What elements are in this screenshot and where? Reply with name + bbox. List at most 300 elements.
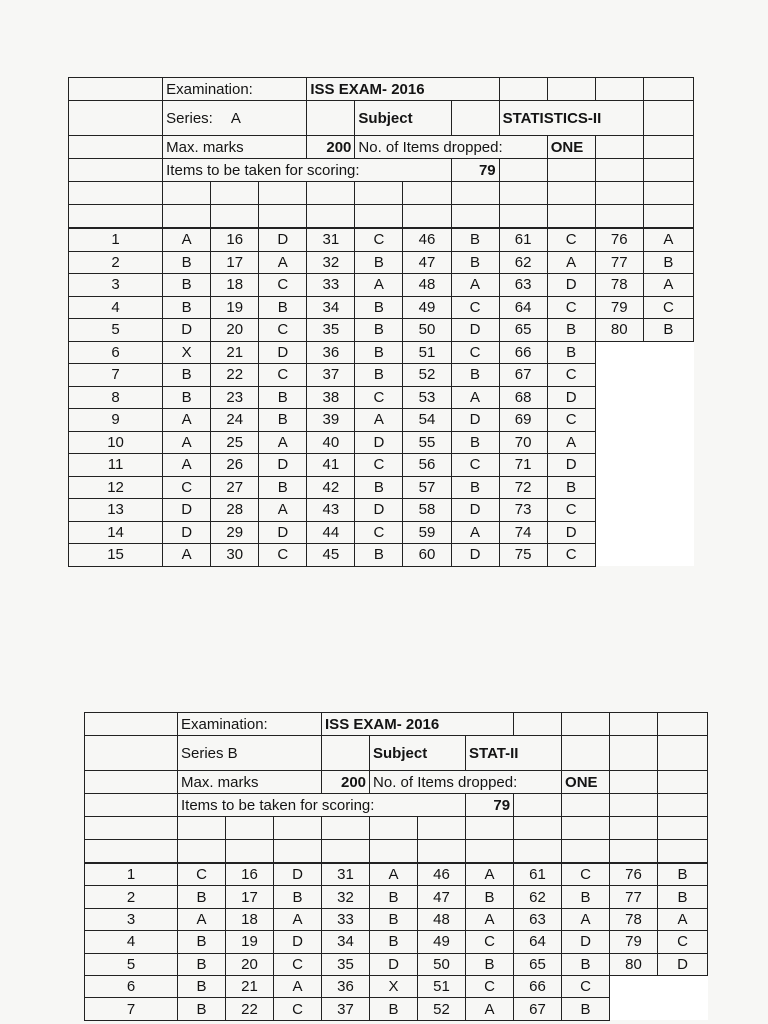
answer-key: D: [259, 521, 307, 544]
answer-key: D: [547, 274, 595, 297]
answer-key: C: [259, 274, 307, 297]
question-number: 75: [499, 544, 547, 567]
items-dropped-label: No. of Items dropped:: [355, 136, 547, 159]
answer-key: A: [466, 998, 514, 1020]
answer-row: [69, 409, 694, 432]
question-number: 36: [307, 341, 355, 364]
answer-key: B: [274, 886, 322, 908]
answer-key: [643, 364, 693, 387]
answer-key: D: [547, 521, 595, 544]
question-number: 8: [69, 386, 163, 409]
question-number: 28: [211, 499, 259, 522]
question-number: 18: [226, 908, 274, 930]
question-number: 5: [69, 319, 163, 342]
question-number: 71: [499, 454, 547, 477]
answer-key: C: [466, 975, 514, 997]
answer-key: C: [355, 386, 403, 409]
question-number: [595, 454, 643, 477]
answer-key: B: [451, 229, 499, 252]
answer-key: A: [451, 521, 499, 544]
answer-key: D: [547, 386, 595, 409]
subject-value: STAT-II: [466, 736, 562, 771]
question-number: 50: [403, 319, 451, 342]
answer-key: B: [259, 476, 307, 499]
question-number: 13: [69, 499, 163, 522]
answer-key-sheet-a: [68, 77, 694, 567]
question-number: [595, 521, 643, 544]
question-number: [595, 544, 643, 567]
question-number: 17: [211, 251, 259, 274]
question-number: 68: [499, 386, 547, 409]
question-number: 19: [226, 931, 274, 953]
question-number: 11: [69, 454, 163, 477]
answer-key: [643, 431, 693, 454]
answer-key: B: [370, 931, 418, 953]
items-scoring-label: Items to be taken for scoring:: [163, 159, 451, 182]
answer-key: A: [163, 409, 211, 432]
answer-key: A: [274, 975, 322, 997]
question-number: 31: [322, 864, 370, 886]
question-number: 52: [403, 364, 451, 387]
question-number: 22: [211, 364, 259, 387]
question-number: 34: [307, 296, 355, 319]
answer-key: B: [259, 386, 307, 409]
question-number: 51: [403, 341, 451, 364]
answer-key: C: [547, 296, 595, 319]
question-number: 53: [403, 386, 451, 409]
question-number: 49: [403, 296, 451, 319]
answer-key: [658, 998, 708, 1020]
question-number: 10: [69, 431, 163, 454]
question-number: 77: [610, 886, 658, 908]
question-number: 20: [211, 319, 259, 342]
question-number: 6: [85, 975, 178, 997]
subject-label: Subject: [355, 101, 451, 136]
answer-key: D: [259, 229, 307, 252]
answer-key: A: [163, 544, 211, 567]
question-number: 46: [403, 229, 451, 252]
answer-key: A: [259, 431, 307, 454]
answer-key: D: [547, 454, 595, 477]
answer-key: C: [259, 364, 307, 387]
question-number: 29: [211, 521, 259, 544]
answer-row: [69, 476, 694, 499]
question-number: 25: [211, 431, 259, 454]
max-marks-label: Max. marks: [163, 136, 307, 159]
question-number: 59: [403, 521, 451, 544]
answer-key: B: [451, 251, 499, 274]
answer-key: B: [178, 975, 226, 997]
question-number: 37: [322, 998, 370, 1020]
answer-key: A: [163, 431, 211, 454]
question-number: 46: [418, 864, 466, 886]
answer-key: D: [163, 319, 211, 342]
answer-key: D: [274, 931, 322, 953]
answer-key: D: [562, 931, 610, 953]
answer-key: C: [163, 476, 211, 499]
question-number: 56: [403, 454, 451, 477]
answer-key: D: [451, 409, 499, 432]
answer-key: B: [562, 886, 610, 908]
question-number: 47: [418, 886, 466, 908]
items-scoring-value: 79: [466, 794, 514, 817]
question-number: 5: [85, 953, 178, 975]
answer-key: A: [178, 908, 226, 930]
answer-key: C: [658, 931, 708, 953]
answer-row: [85, 975, 708, 997]
answer-key: C: [259, 544, 307, 567]
answer-key: A: [163, 229, 211, 252]
answer-key: D: [274, 864, 322, 886]
answer-row: [69, 431, 694, 454]
answer-key: D: [355, 499, 403, 522]
answer-key: A: [355, 409, 403, 432]
question-number: 57: [403, 476, 451, 499]
answer-key: B: [163, 251, 211, 274]
examination-label: Examination:: [178, 713, 322, 736]
question-number: 69: [499, 409, 547, 432]
question-number: 70: [499, 431, 547, 454]
answer-row: [69, 319, 694, 342]
question-number: 2: [85, 886, 178, 908]
answer-key: B: [562, 998, 610, 1020]
question-number: 4: [69, 296, 163, 319]
answer-key: B: [466, 886, 514, 908]
sheet-a-answer-table: [68, 228, 694, 567]
question-number: 14: [69, 521, 163, 544]
answer-key: C: [562, 975, 610, 997]
question-number: 65: [499, 319, 547, 342]
question-number: 15: [69, 544, 163, 567]
answer-key: [643, 544, 693, 567]
examination-value: ISS EXAM- 2016: [307, 78, 499, 101]
question-number: 36: [322, 975, 370, 997]
answer-key: [643, 409, 693, 432]
examination-value: ISS EXAM- 2016: [322, 713, 514, 736]
answer-key: C: [451, 341, 499, 364]
question-number: 58: [403, 499, 451, 522]
answer-key: D: [259, 454, 307, 477]
question-number: 26: [211, 454, 259, 477]
question-number: 65: [514, 953, 562, 975]
question-number: 22: [226, 998, 274, 1020]
answer-key: B: [355, 341, 403, 364]
question-number: 72: [499, 476, 547, 499]
answer-row: [85, 953, 708, 975]
answer-key: B: [178, 886, 226, 908]
question-number: 21: [226, 975, 274, 997]
question-number: 39: [307, 409, 355, 432]
question-number: 19: [211, 296, 259, 319]
items-scoring-label: Items to be taken for scoring:: [178, 794, 466, 817]
question-number: 4: [85, 931, 178, 953]
question-number: 3: [69, 274, 163, 297]
answer-key: C: [643, 296, 693, 319]
answer-key: C: [274, 998, 322, 1020]
answer-key: A: [643, 274, 693, 297]
answer-key: C: [451, 454, 499, 477]
answer-key: [658, 975, 708, 997]
answer-row: [85, 931, 708, 953]
question-number: 49: [418, 931, 466, 953]
question-number: 35: [322, 953, 370, 975]
question-number: 9: [69, 409, 163, 432]
question-number: 74: [499, 521, 547, 544]
answer-key: [643, 476, 693, 499]
question-number: 16: [211, 229, 259, 252]
question-number: 61: [514, 864, 562, 886]
sheet-a-header-table: [68, 77, 694, 228]
series-value: A: [230, 109, 241, 127]
question-number: 76: [610, 864, 658, 886]
items-dropped-label: No. of Items dropped:: [370, 771, 562, 794]
answer-row: [69, 364, 694, 387]
max-marks-value: 200: [307, 136, 355, 159]
answer-key: B: [547, 341, 595, 364]
question-number: 7: [69, 364, 163, 387]
answer-key: B: [178, 998, 226, 1020]
answer-key: C: [259, 319, 307, 342]
series-label: Series B: [178, 736, 322, 771]
question-number: [595, 409, 643, 432]
answer-key: B: [547, 476, 595, 499]
items-dropped-value: ONE: [562, 771, 610, 794]
question-number: 66: [499, 341, 547, 364]
answer-key: C: [466, 931, 514, 953]
answer-key: D: [163, 521, 211, 544]
answer-key: A: [466, 864, 514, 886]
answer-key: B: [658, 886, 708, 908]
answer-key-sheet-b: [84, 712, 708, 1021]
answer-key: A: [451, 386, 499, 409]
question-number: [595, 499, 643, 522]
sheet-b-header-table: [84, 712, 708, 863]
answer-key: A: [355, 274, 403, 297]
question-number: 33: [322, 908, 370, 930]
answer-row: [69, 386, 694, 409]
question-number: 40: [307, 431, 355, 454]
question-number: 6: [69, 341, 163, 364]
answer-row: [69, 454, 694, 477]
question-number: 52: [418, 998, 466, 1020]
question-number: 33: [307, 274, 355, 297]
question-number: 1: [85, 864, 178, 886]
answer-key: [643, 454, 693, 477]
answer-key: A: [259, 499, 307, 522]
answer-key: X: [370, 975, 418, 997]
question-number: 64: [514, 931, 562, 953]
answer-row: [85, 908, 708, 930]
answer-key: B: [547, 319, 595, 342]
question-number: 80: [610, 953, 658, 975]
answer-key: A: [274, 908, 322, 930]
question-number: [595, 431, 643, 454]
answer-key: C: [547, 544, 595, 567]
answer-key: B: [178, 931, 226, 953]
answer-key: C: [547, 409, 595, 432]
question-number: 48: [403, 274, 451, 297]
answer-key: D: [370, 953, 418, 975]
answer-key: A: [562, 908, 610, 930]
question-number: 55: [403, 431, 451, 454]
subject-value: STATISTICS-II: [499, 101, 643, 136]
question-number: 27: [211, 476, 259, 499]
examination-label: Examination:: [163, 78, 307, 101]
answer-row: [85, 998, 708, 1020]
question-number: 61: [499, 229, 547, 252]
question-number: 63: [499, 274, 547, 297]
question-number: [610, 998, 658, 1020]
question-number: 64: [499, 296, 547, 319]
question-number: 76: [595, 229, 643, 252]
answer-key: B: [163, 364, 211, 387]
question-number: [595, 364, 643, 387]
question-number: 50: [418, 953, 466, 975]
answer-key: C: [355, 229, 403, 252]
question-number: 67: [499, 364, 547, 387]
sheet-b-answer-table: [84, 863, 708, 1021]
items-scoring-value: 79: [451, 159, 499, 182]
question-number: 30: [211, 544, 259, 567]
question-number: 24: [211, 409, 259, 432]
answer-key: A: [370, 864, 418, 886]
answer-key: C: [547, 229, 595, 252]
answer-key: B: [259, 296, 307, 319]
answer-key: [643, 386, 693, 409]
question-number: 44: [307, 521, 355, 544]
answer-row: [69, 521, 694, 544]
answer-key: D: [658, 953, 708, 975]
answer-key: D: [163, 499, 211, 522]
question-number: 80: [595, 319, 643, 342]
answer-key: C: [547, 499, 595, 522]
subject-label: Subject: [370, 736, 466, 771]
answer-key: A: [643, 229, 693, 252]
question-number: 42: [307, 476, 355, 499]
answer-key: A: [259, 251, 307, 274]
answer-key: B: [643, 319, 693, 342]
answer-key: A: [547, 431, 595, 454]
answer-key: B: [370, 908, 418, 930]
question-number: [595, 341, 643, 364]
answer-key: C: [355, 454, 403, 477]
answer-key: B: [163, 386, 211, 409]
question-number: 20: [226, 953, 274, 975]
question-number: 66: [514, 975, 562, 997]
answer-key: C: [355, 521, 403, 544]
question-number: 37: [307, 364, 355, 387]
answer-key: B: [451, 431, 499, 454]
answer-key: B: [451, 364, 499, 387]
answer-key: B: [355, 296, 403, 319]
answer-key: B: [658, 864, 708, 886]
answer-key: B: [370, 998, 418, 1020]
question-number: 3: [85, 908, 178, 930]
question-number: 43: [307, 499, 355, 522]
answer-key: A: [658, 908, 708, 930]
question-number: 31: [307, 229, 355, 252]
answer-key: C: [274, 953, 322, 975]
answer-key: D: [259, 341, 307, 364]
answer-key: B: [370, 886, 418, 908]
question-number: 78: [610, 908, 658, 930]
question-number: 79: [610, 931, 658, 953]
answer-key: B: [355, 544, 403, 567]
question-number: 35: [307, 319, 355, 342]
question-number: 47: [403, 251, 451, 274]
answer-key: B: [178, 953, 226, 975]
question-number: 17: [226, 886, 274, 908]
question-number: 16: [226, 864, 274, 886]
question-number: 45: [307, 544, 355, 567]
question-number: 21: [211, 341, 259, 364]
answer-row: [85, 886, 708, 908]
answer-key: C: [562, 864, 610, 886]
question-number: 38: [307, 386, 355, 409]
answer-key: [643, 499, 693, 522]
answer-key: D: [451, 544, 499, 567]
answer-key: B: [163, 274, 211, 297]
series-label: Series: A: [163, 101, 307, 136]
question-number: 73: [499, 499, 547, 522]
answer-key: B: [466, 953, 514, 975]
answer-key: C: [451, 296, 499, 319]
answer-key: A: [547, 251, 595, 274]
answer-key: A: [451, 274, 499, 297]
question-number: 62: [514, 886, 562, 908]
question-number: 67: [514, 998, 562, 1020]
question-number: [595, 386, 643, 409]
answer-key: X: [163, 341, 211, 364]
question-number: 41: [307, 454, 355, 477]
question-number: 77: [595, 251, 643, 274]
question-number: 51: [418, 975, 466, 997]
question-number: 34: [322, 931, 370, 953]
answer-key: B: [259, 409, 307, 432]
question-number: 79: [595, 296, 643, 319]
answer-key: B: [355, 476, 403, 499]
answer-key: C: [178, 864, 226, 886]
question-number: 12: [69, 476, 163, 499]
answer-key: B: [643, 251, 693, 274]
question-number: 54: [403, 409, 451, 432]
answer-row: [69, 274, 694, 297]
question-number: 7: [85, 998, 178, 1020]
answer-key: B: [163, 296, 211, 319]
answer-row: [69, 251, 694, 274]
question-number: 1: [69, 229, 163, 252]
answer-row: [69, 341, 694, 364]
answer-row: [69, 499, 694, 522]
answer-key: D: [355, 431, 403, 454]
answer-key: B: [562, 953, 610, 975]
question-number: 62: [499, 251, 547, 274]
question-number: [595, 476, 643, 499]
max-marks-value: 200: [322, 771, 370, 794]
answer-key: D: [451, 499, 499, 522]
answer-key: [643, 521, 693, 544]
question-number: 2: [69, 251, 163, 274]
question-number: 23: [211, 386, 259, 409]
answer-key: B: [355, 319, 403, 342]
answer-row: [85, 864, 708, 886]
question-number: [610, 975, 658, 997]
max-marks-label: Max. marks: [178, 771, 322, 794]
answer-key: A: [466, 908, 514, 930]
answer-key: C: [547, 364, 595, 387]
answer-row: [69, 229, 694, 252]
question-number: 32: [322, 886, 370, 908]
